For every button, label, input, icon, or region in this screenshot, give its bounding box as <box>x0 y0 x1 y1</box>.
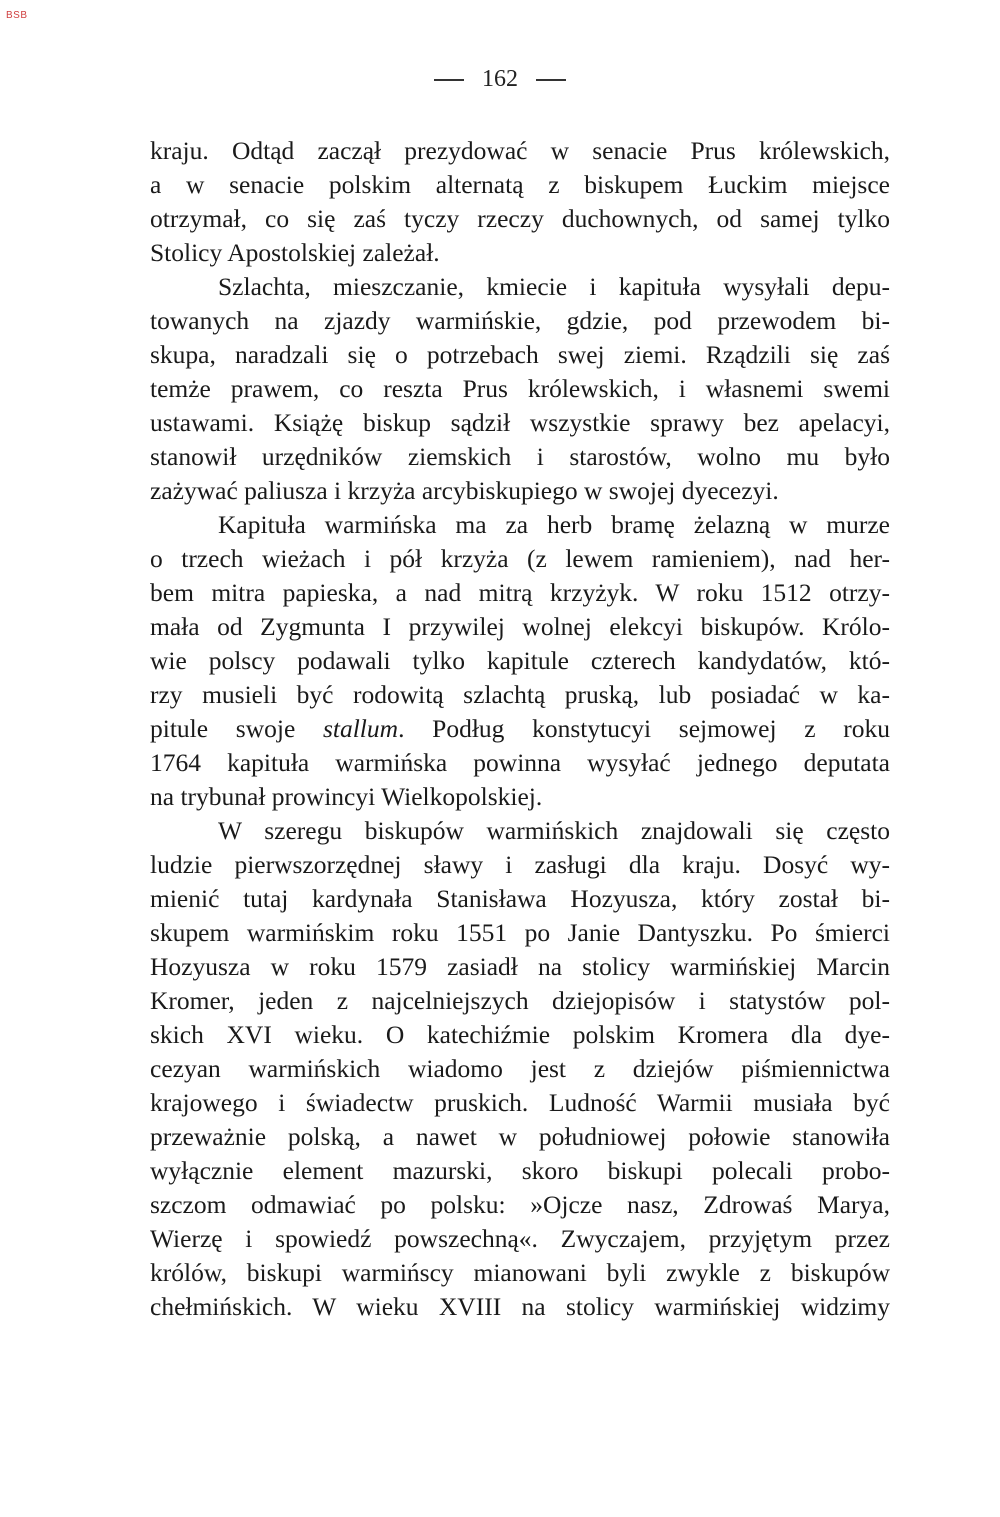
text-line: na trybunał prowincyi Wielkopolskiej. <box>150 782 543 811</box>
text-line: wyłącznie element mazurski, skoro biskupi polecali probo- <box>150 1156 890 1185</box>
italic-term: stallum <box>322 714 399 743</box>
body-text <box>150 134 890 1324</box>
library-watermark: BSB <box>6 10 28 21</box>
text-line: 1764 kapituła warmińska powinna wysyłać jednego deputata <box>150 748 890 777</box>
page-header <box>0 66 1000 93</box>
text-line: Kapituła warmińska ma za herb bramę żelazną w murze <box>218 510 890 539</box>
text-line: skich XVI wieku. O katechiźmie polskim Kromera dla dye- <box>150 1020 890 1049</box>
text-line: o trzech wieżach i pół krzyża (z lewem ramieniem), nad her- <box>150 544 890 573</box>
text-line: skupa, naradzali się o potrzebach swej ziemi. Rządzili się zaś <box>150 340 890 369</box>
text-line: Stolicy Apostolskiej zależał. <box>150 238 440 267</box>
text-line: wie polscy podawali tylko kapitule czterech kandydatów, któ- <box>150 646 890 675</box>
text-line: przeważnie polską, a nawet w południowej połowie stanowiła <box>150 1122 890 1151</box>
text-line: towanych na zjazdy warmińskie, gdzie, pod przewodem bi- <box>150 306 890 335</box>
text-line: pitule swoje stallum. Podług konstytucyi sejmowej z roku <box>150 714 890 743</box>
page-number: 162 <box>482 66 518 92</box>
text-line: skupem warmińskim roku 1551 po Janie Dantyszku. Po śmierci <box>150 918 890 947</box>
text-line: Wierzę i spowiedź powszechną«. Zwyczajem, przyjętym przez <box>150 1224 890 1253</box>
text-line: ludzie pierwszorzędnej sławy i zasługi dla kraju. Dosyć wy- <box>150 850 890 879</box>
text-line: krajowego i świadectw pruskich. Ludność Warmii musiała być <box>150 1088 890 1117</box>
text-line: królów, biskupi warmińscy mianowani byli zwykle z biskupów <box>150 1258 890 1287</box>
text-line: Hozyusza w roku 1579 zasiadł na stolicy warmińskiej Marcin <box>150 952 890 981</box>
text-line: Kromer, jeden z najcelniejszych dziejopisów i statystów pol- <box>150 986 890 1015</box>
text-line: mała od Zygmunta I przywilej wolnej elekcyi biskupów. Królo- <box>150 612 890 641</box>
text-line: chełmińskich. W wieku XVIII na stolicy warmińskiej widzimy <box>150 1292 890 1321</box>
text-line: mienić tutaj kardynała Stanisława Hozyusza, który został bi- <box>150 884 890 913</box>
text-line: temże prawem, co reszta Prus królewskich, i własnemi swemi <box>150 374 890 403</box>
text-line: a w senacie polskim alternatą z biskupem Łuckim miejsce <box>150 170 890 199</box>
text-line: ustawami. Książę biskup sądził wszystkie sprawy bez apelacyi, <box>150 408 890 437</box>
text-line: kraju. Odtąd zaczął prezydować w senacie Prus królewskich, <box>150 136 890 165</box>
text-line: W szeregu biskupów warmińskich znajdowali się często <box>218 816 890 845</box>
header-dash-right <box>536 79 566 81</box>
text-line: rzy musieli być rodowitą szlachtą pruską, lub posiadać w ka- <box>150 680 890 709</box>
text-line: szczom odmawiać po polsku: »Ojcze nasz, Zdrowaś Marya, <box>150 1190 890 1219</box>
header-dash-left <box>434 79 464 81</box>
text-line: stanowił urzędników ziemskich i starostów, wolno mu było <box>150 442 890 471</box>
text-line: bem mitra papieska, a nad mitrą krzyżyk. W roku 1512 otrzy- <box>150 578 890 607</box>
text-line: zażywać paliusza i krzyża arcybiskupiego w swojej dyecezyi. <box>150 476 779 505</box>
text-line: cezyan warmińskich wiadomo jest z dziejów piśmiennictwa <box>150 1054 890 1083</box>
text-line: otrzymał, co się zaś tyczy rzeczy duchownych, od samej tylko <box>150 204 890 233</box>
text-line: Szlachta, mieszczanie, kmiecie i kapituła wysyłali depu- <box>218 272 890 301</box>
